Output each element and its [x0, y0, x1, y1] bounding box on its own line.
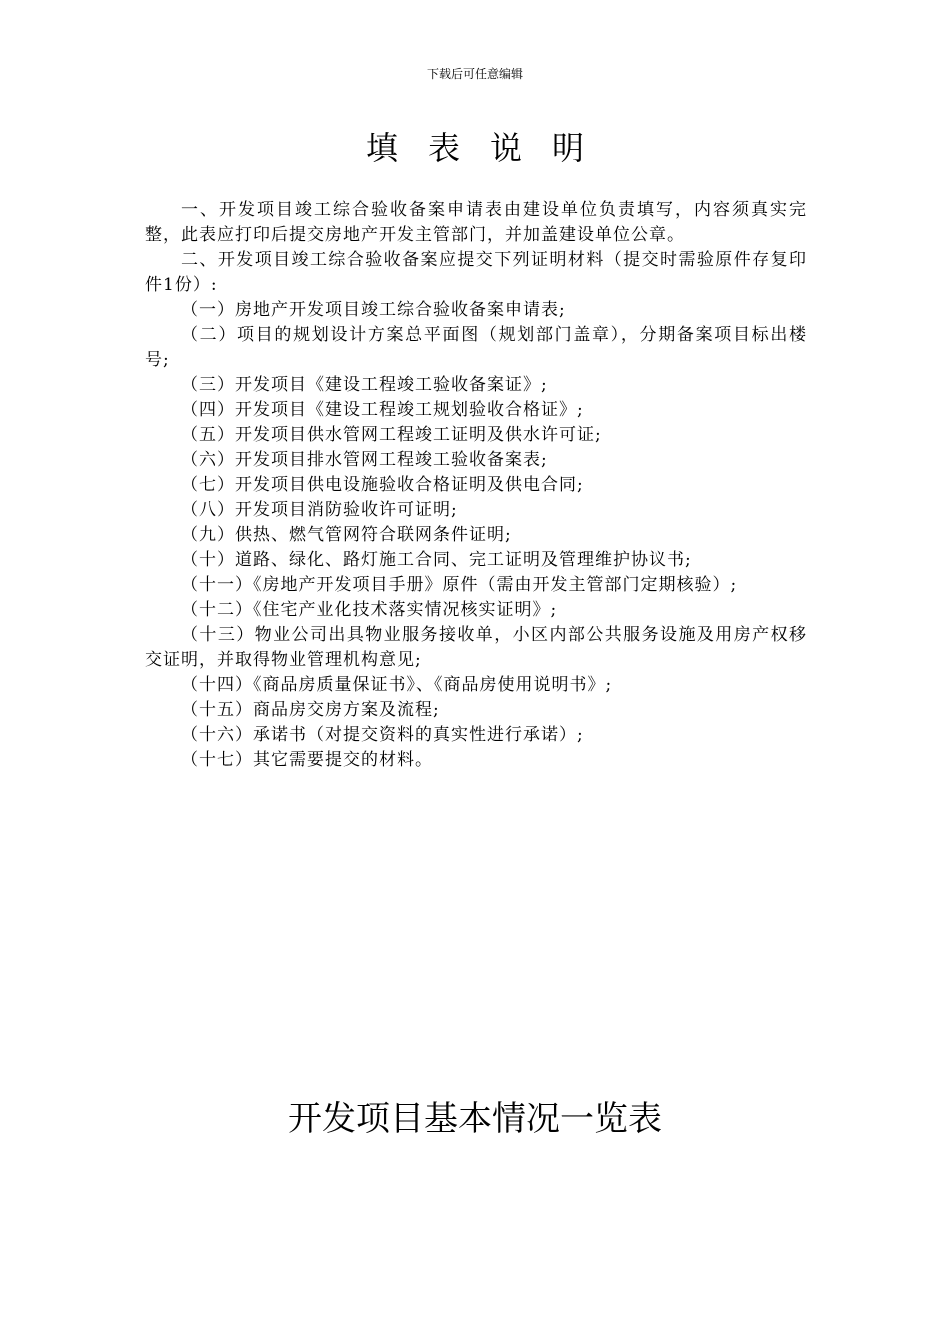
list-item: （十三）物业公司出具物业服务接收单，小区内部公共服务设施及用房产权移交证明，并取得物业管理机构意见; — [145, 625, 807, 670]
header-note: 下载后可任意编辑 — [426, 67, 523, 81]
list-item: （一）房地产开发项目竣工综合验收备案申请表; — [181, 300, 566, 320]
instructions-body — [145, 198, 807, 773]
list-item: （三）开发项目《建设工程竣工验收备案证》; — [181, 375, 548, 395]
list-item: （十二）《住宅产业化技术落实情况核实证明》; — [181, 600, 558, 620]
list-item: （十一）《房地产开发项目手册》原件（需由开发主管部门定期核验）; — [181, 575, 738, 595]
list-item: （二）项目的规划设计方案总平面图（规划部门盖章），分期备案项目标出楼号; — [145, 325, 807, 370]
list-item: （七）开发项目供电设施验收合格证明及供电合同; — [181, 475, 584, 495]
list-item: （五）开发项目供水管网工程竣工证明及供水许可证; — [181, 425, 602, 445]
list-item: （九）供热、燃气管网符合联网条件证明; — [181, 525, 512, 545]
list-item: （十七）其它需要提交的材料。 — [181, 750, 433, 770]
list-item: （十四）《商品房质量保证书》、《商品房使用说明书》; — [181, 675, 613, 695]
paragraph-1: 一、开发项目竣工综合验收备案申请表由建设单位负责填写，内容须真实完整，此表应打印后提交房地产开发主管部门，并加盖建设单位公章。 — [145, 200, 807, 245]
paragraph-2: 二、开发项目竣工综合验收备案应提交下列证明材料（提交时需验原件存复印件1份）: — [145, 250, 807, 295]
list-item: （十）道路、绿化、路灯施工合同、完工证明及管理维护协议书; — [181, 550, 692, 570]
page-title: 填表说明 — [365, 129, 614, 167]
list-item: （六）开发项目排水管网工程竣工验收备案表; — [181, 450, 548, 470]
list-item: （八）开发项目消防验收许可证明; — [181, 500, 458, 520]
list-item: （四）开发项目《建设工程竣工规划验收合格证》; — [181, 400, 584, 420]
list-item: （十六）承诺书（对提交资料的真实性进行承诺）; — [181, 725, 584, 745]
list-item: （十五）商品房交房方案及流程; — [181, 700, 440, 720]
section-title: 开发项目基本情况一览表 — [288, 1099, 662, 1139]
